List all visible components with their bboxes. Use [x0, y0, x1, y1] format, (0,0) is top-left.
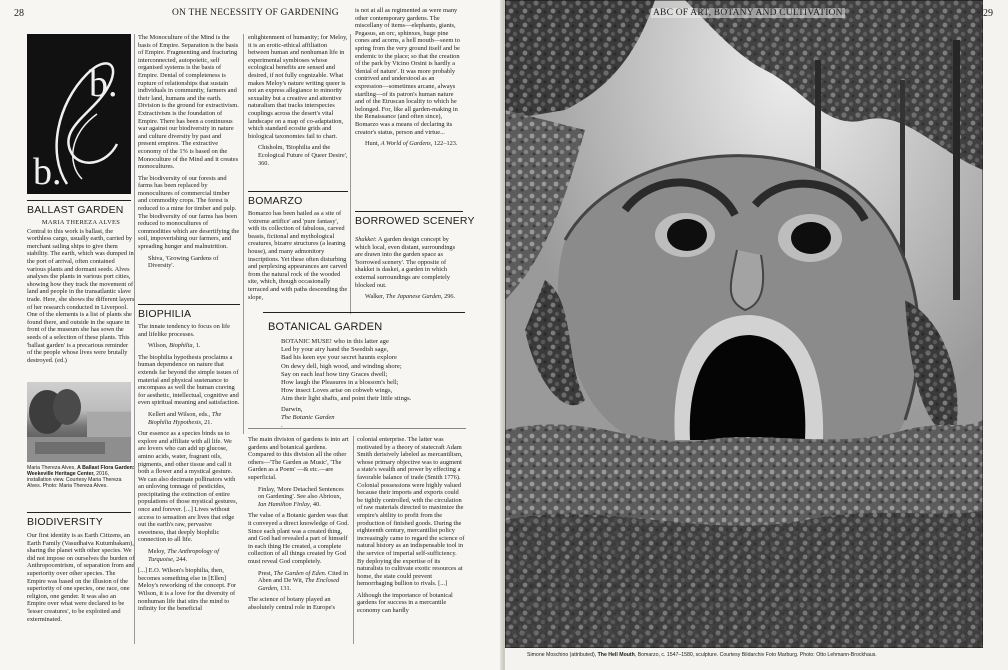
- col2-cite: Shiva, 'Growing Gardens of Diversity'.: [148, 254, 219, 270]
- ballast-body: Central to this work is ballast, the worthless cargo, usually earth, carried by merchant sailing ships to give them stability. The earth, which was dumped in the port of arrival, often contained various plants and dormant seeds. Alves analyses the plants in various port cities, showing how they track the movement of land and people in the transatlantic slave trade. Here, she shows the different layers of her research conducted in Liverpool. One of the elements is a list of plants she found there, and outside in the square in front of the museum she has sown the seeds of a selection of these plants. This 'ballast garden' is a precarious reminder of the people whose lives were brutally destroyed. (ed.): [27, 227, 135, 364]
- biodiversity-body: Our first identity is as Earth Citizens, an Earth Family (Vasudhaiva Kutumbakam), sharing the planet with other species. We did not impose on ourselves the burden of Anthropocentrism, of separation from and superiority over other species. The Empire was based on the illusion of the superiority of one species, one race, one religion, one gender. It was also an Empire over what were declared to be 'lesser creatures', to be exploited and exterminated.: [27, 532, 135, 623]
- borrowed-cite: Walker, The Japanese Garden, 296.: [365, 293, 456, 301]
- col4-para1: is not at all as regimented as were many other contemporary gardens. The miscellany of items—elephants, giants, Pegasus, an orc, sphinxes, huge pine cones and acorns, a hell mouth—seem to spring from the very ground itself and be endemic to the place; so that the creation of the park by Vicino Orsini is hardly a 'denial of nature'. It was more probably contrived and understood as an expression—sometimes arcane, always startling—of its patron's human nature and of the Etruscan locality to which he belonged. For, like all garden-making in the Renaissance (and often since), Bomarzo was a means of declaring its creator's status, person and virtue...: [355, 7, 460, 136]
- col2-para1: The Monoculture of the Mind is the basis of Empire. Separation is the basis of Empire. Fragmenting and fracturing interconnected, autopoietic, self organised systems is the basis of Empire. Denial of completeness is rupture of relationships that sustain individuals in community, farmers and their land, humans and the earth. Division is the ground for extractivism. Extractivism is the foundation of Empire. There has been a continuous war against our biodiversity in nature and culture diversity by past and present empires. The extractive economy of the 1% is based on the Monoculture of the Mind and it creates monocultures.: [138, 34, 239, 171]
- col2-para2: The biodiversity of our forests and farms has been replaced by monocultures of commercial timber and commodity crops. The forest is reduced to a mine for timber and pulp. The biodiversity of our farms has been reduced to monocultures of commodities which are desertifying the soil, impoverishing our farmers, and spreading hunger and malnutrition.: [138, 174, 240, 251]
- ballast-caption: Maria Thereza Alves, A Ballast Flora Garden: Weekeville Heritage Center, 2016, installation view. Courtesy Maria Thereza Alves. Photo: Maria Thereza Alves.: [27, 465, 135, 489]
- botanical-poem-cite: Darwin, The Botanic Garden .: [281, 406, 335, 430]
- col3-para1: enlightenment of humanity; for Meloy, it is an erotic-ethical affiliation between human and nonhuman life in experimental symbioses whose ecological benefits are sensed and desired, if not fully cognizable. What makes Meloy's nature writing queer is not an express allegiance to minority sexuality but a creative and attentive naturalism that tracks interspecies couplings across the desert's vital landscape on a map of co-adaptation, which standard ecosite grids and biological taxonomies fail to chart.: [248, 34, 348, 140]
- botanical-colA-cite1: Finlay, 'More Detached Sentences on Gardening'. See also Abrioux, Ian Hamilton Finlay, 40.: [258, 485, 344, 508]
- left-page-number: 28: [14, 8, 24, 19]
- col2-cite3: Meloy, The Anthropology of Turquoise, 244.: [148, 548, 219, 563]
- botanical-colA-cite2: Prest, The Garden of Eden. Cited in Aben and De Wit, The Enclosed Garden, 131.: [258, 569, 349, 592]
- botanical-poem: BOTANIC MUSE! who in this latter age Led by your airy hand the Swedish sage, Bad his keen eye your secret haunts explore On dewy dell, high wood, and winding shore; Say on each leaf how tiny Graces dwell; How laugh the Pleasures in a blossom's bell; How insect Loves arise on cobweb wings, Aim their light shafts, and point their little stings.: [281, 338, 412, 403]
- left-running-head: ON THE NECESSITY OF GARDENING: [172, 8, 339, 18]
- col2-cite2: Kellert and Wilson, eds., The Biophilia Hypothesis, 21.: [148, 410, 222, 426]
- right-page-number: 29: [983, 8, 993, 19]
- logo-letter-top: b.: [89, 63, 118, 105]
- col4-cite: Hunt, A World of Gardens, 122–123.: [365, 140, 458, 148]
- ballast-author: MARIA THEREZA ALVES: [41, 219, 121, 226]
- left-page: [0, 0, 503, 670]
- hell-mouth-caption: Simone Moschino (attributed), The Hell Mouth, Bomarzo, c. 1547–1580, sculpture. Courtesy Bildarchiv Foto Marburg. Photo: Otto Lehmann-Brockhaus.: [527, 652, 877, 658]
- hell-mouth-photo: [505, 0, 983, 648]
- botanical-colB-para1: colonial enterprise. The latter was motivated by a theory of statecraft Adam Smith derisively labeled as mercantilism, whose primary objective was to augment a state's wealth and power by effecting a favorable balance of trade (Smith 1776). Colonial possessions were highly valued because their imports and exports could be tightly controlled, with the circulation of raw materials directed to maximize the empire's ability to profit from the production of finished goods. During the eighteenth century, mercantilist policy increasingly came to regard the science of natural history as an indispensable tool in the service of imperial self-sufficiency. By deploying the expertise of its naturalists to cultivate exotic resources at home, the state could prevent hemorrhaging bullion to rivals. [...]: [357, 436, 465, 588]
- logo-letter-bottom: b.: [33, 151, 62, 193]
- col2-para4: Our essence as a species binds us to explore and affiliate with all life. We are lovers who can add up glucose, amino acids, water, fragrant oils, pigments, and other tissue and call it both a flower and a mystical gesture. We can also decimate pollinators with an unloving tonnage of pesticides, precipitating the extinction of entire populations of those mystical gestures, once and forever. [...] Lives without access to sensation are lives that edge out the earth's raw, pervasive sweetness, that deeply biophilic connection to all life.: [138, 430, 238, 544]
- right-page: [505, 0, 1008, 670]
- botanical-colB-para2: Although the importance of botanical gardens for success in a mercantile economy can hardly: [357, 591, 453, 615]
- borrowed-scenery-heading: BORROWED SCENERY: [355, 211, 463, 227]
- biophilia-quote: The innate tendency to focus on life and lifelike processes.: [138, 323, 230, 338]
- bb-logo: [27, 34, 131, 194]
- col2-para5: [...] E.O. Wilson's biophilia, then, becomes something else in [Ellen] Meloy's reworking of the concept. For Wilson, it is a love for the diversity of nonhuman life that stirs the mind to infinity for the beneficial: [138, 567, 237, 613]
- borrowed-scenery-body: Shakkei: A garden design concept by which local, even distant, surroundings are drawn into the garden space as 'borrowed scenery'. The opposite of shakkei is daskei, a garden in which external surroundings are completely blocked out.: [355, 236, 456, 289]
- col3-cite: Chisholm, 'Biophilia and the Ecological Future of Queer Desire', 360.: [258, 144, 348, 167]
- right-running-head: ABC OF ART, BOTANY AND CULTIVATION: [653, 8, 843, 18]
- bomarzo-heading: BOMARZO: [248, 191, 348, 207]
- biophilia-heading: BIOPHILIA: [138, 304, 240, 320]
- biophilia-cite: Wilson, Biophilia, 1.: [148, 342, 201, 350]
- bomarzo-body: Bomarzo has been hailed as a site of 'extreme artifice' and 'pure fantasy', with its collection of fabulous, carved beasts, fictional and mythological creatures, bizarre structures (a leaning house), and many admonitory inscriptions. Yet these often disturbing and perplexing appearances are carved from the natural rock of the wooded site, which, though occasionally terraced and with paths descending the slope,: [248, 210, 348, 301]
- ballast-heading: BALLAST GARDEN: [27, 200, 131, 216]
- bb-monogram-icon: [27, 34, 131, 194]
- ballast-installation-photo: [27, 382, 131, 462]
- botanical-colA-para2: The value of a Botanic garden was that it conveyed a direct knowledge of God. Since each plant was a created thing, and God had revealed a part of himself in each thing He created, a complete collection of all things created by God must reveal God completely.: [248, 512, 349, 565]
- biodiversity-heading: BIODIVERSITY: [27, 516, 103, 528]
- col2-para3: The biophilia hypothesis proclaims a human dependence on nature that extends far beyond the simple issues of material and physical sustenance to encompass as well the human craving for aesthetic, intellectual, cognitive and even spiritual meaning and satisfaction.: [138, 353, 240, 407]
- botanical-colA-para1: The main division of gardens is into art gardens and botanical gardens. Compared to this division all the other others—'The Garden as Music', 'The Garden as a Poem' —& etc.—are superficial.: [248, 436, 349, 481]
- botanical-heading: BOTANICAL GARDEN: [268, 321, 383, 333]
- botanical-colA-para3: The science of botany played an absolutely central role in Europe's: [248, 596, 336, 611]
